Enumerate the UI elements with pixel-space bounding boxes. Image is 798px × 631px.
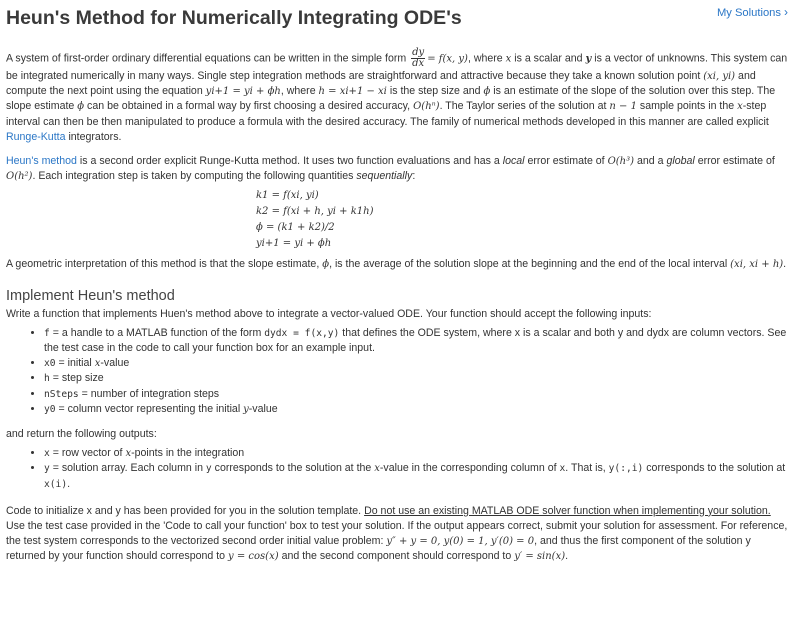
chevron-right-icon: ›	[784, 5, 788, 19]
outputs-list	[6, 446, 790, 492]
equation-k2: k2 = f(xi + h, yi + k1h)	[256, 206, 374, 218]
list-item: • x = row vector of x-points in the integration	[44, 446, 790, 461]
heun-equations	[256, 188, 790, 252]
my-solutions-label: My Solutions	[716, 7, 781, 19]
inputs-intro: Write a function that implements Huen's method above to integrate a vector-valued ODE. Your function should accept the following inputs:	[6, 307, 652, 320]
list-item: • f = a handle to a MATLAB function of the form dydx = f(x,y) that defines the ODE system, where x is a scalar and both y and dydx are column vectors. See the test case in the code to call your function box for an example input.	[44, 326, 790, 356]
list-item: • y0 = column vector representing the initial y-value	[44, 402, 790, 417]
intro-paragraph: A system of first-order ordinary differential equations can be written in the simple form $\frac{dy}{dx}$ = f(x, y), where x is a scalar and y is a vector of unknowns. This system can be integrated numerically in many ways. Single step integration methods are straightforward and attractive because they take a known solution point (xi, yi) and compute the next point using the equation yi+1 = yi + ϕh, where h = xi+1 − xi is the step size and ϕ is an estimate of the slope of the solution over this step. The slope estimate ϕ can be obtained in a formal way by first choosing a desired accuracy, O(hⁿ). The Taylor series of the solution at n − 1 sample points in the x-step interval can then be then manipulated to produce a formula with the desired accuracy. The family of numerical methods developed in this manner are called explicit Runge-Kutta integrators.	[6, 47, 788, 143]
page-title: Heun's Method for Numerically Integrating ODE's	[6, 7, 462, 29]
equation-phi: ϕ = (k1 + k2)/2	[256, 222, 335, 234]
geometric-paragraph: A geometric interpretation of this method is that the slope estimate, ϕ, is the average of the solution slope at the beginning and the end of the local interval (xi, xi + h).	[6, 258, 787, 271]
outputs-intro: and return the following outputs:	[6, 428, 157, 441]
my-solutions-link[interactable]	[717, 5, 788, 21]
list-item: • nSteps = number of integration steps	[44, 387, 790, 402]
heuns-method-link[interactable]: Heun's method	[6, 155, 77, 168]
runge-kutta-link[interactable]: Runge-Kutta	[6, 130, 66, 143]
inputs-list	[6, 326, 790, 417]
list-item: • y = solution array. Each column in y corresponds to the solution at the x-value in the corresponding column of x. That is, y(:,i) corresponds to the solution at x(i).	[44, 461, 790, 491]
list-item: • x0 = initial x-value	[44, 356, 790, 371]
implement-heading: Implement Heun's method	[6, 287, 175, 304]
problem-description	[6, 48, 790, 565]
list-item: • h = step size	[44, 371, 790, 386]
heun-paragraph: Heun's method is a second order explicit Runge-Kutta method. It uses two function evaluations and has a local error estimate of O(h³) and a global error estimate of O(h²). Each integration step is taken by computing the following quantities sequentially:	[6, 155, 775, 183]
final-paragraph: Code to initialize x and y has been provided for you in the solution template. Do not use an existing MATLAB ODE solver function when implementing your solution. Use the test case provided in the 'Code to call your function' box to test your solution. If the output appears correct, submit your solution for assessment. For reference, the test system corresponds to the vectorized second order initial value problem: y″ + y = 0, y(0) = 1, y′(0) = 0, and thus the first component of the solution y returned by your function should correspond to y = cos(x) and the second component should correspond to y′ = sin(x).	[6, 504, 788, 563]
solver-warning: Do not use an existing MATLAB ODE solver function when implementing your solution.	[364, 504, 771, 517]
equation-k1: k1 = f(xi, yi)	[256, 190, 319, 202]
dy-dx-fraction: $\frac{dy}{dx}$	[412, 47, 425, 69]
equation-y-next: yi+1 = yi + ϕh	[256, 238, 332, 250]
